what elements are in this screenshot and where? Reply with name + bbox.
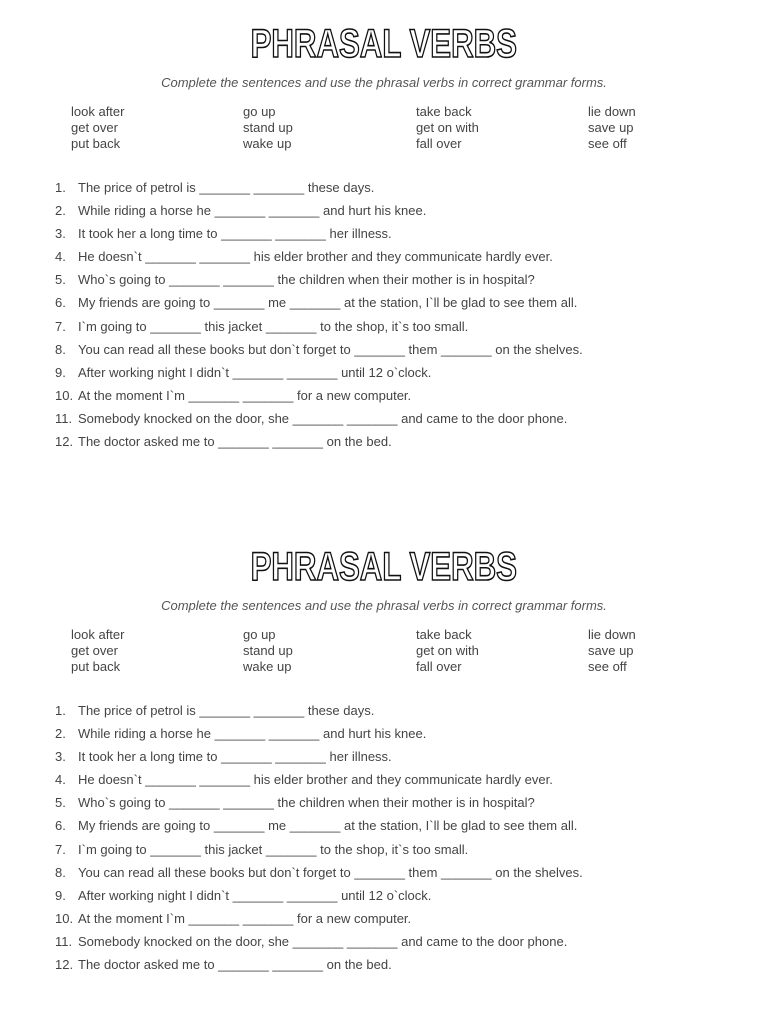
sentence-number: 5. [55, 795, 66, 811]
sentence-text: I`m going to _______ this jacket _______ to the shop, it`s too small. [78, 841, 469, 857]
sentence-number: 4. [55, 772, 66, 788]
word-bank-item: get over [71, 120, 118, 135]
sentence-text: You can read all these books but don`t forget to _______ them _______ on the shelves. [78, 341, 583, 357]
sentence-number: 10. [55, 910, 74, 926]
sentence-text: It took her a long time to _______ _______ her illness. [78, 226, 392, 242]
sentence-row [55, 748, 745, 771]
instructions: Complete the sentences and use the phrasal verbs in correct grammar forms. [161, 598, 607, 613]
sentence-row [55, 771, 745, 794]
word-bank-item: look after [71, 627, 125, 642]
sentence-row [55, 956, 745, 979]
word-bank-column [71, 104, 231, 152]
word-bank-item: go up [243, 627, 276, 642]
sentence-number: 3. [55, 749, 66, 765]
sentence-number: 12. [55, 434, 74, 450]
sentence-number: 12. [55, 957, 74, 973]
word-bank-column [416, 627, 576, 675]
sentence-number: 2. [55, 726, 66, 742]
sentence-row [55, 179, 745, 202]
sentence-row [55, 702, 745, 725]
sentence-number: 11. [55, 410, 73, 426]
word-bank-column [588, 627, 748, 675]
sentence-text: My friends are going to _______ me _______ at the station, I`ll be glad to see them all. [78, 818, 578, 834]
sentence-text: While riding a horse he _______ _______ and hurt his knee. [78, 203, 427, 219]
sentence-text: The doctor asked me to _______ _______ on the bed. [78, 434, 392, 450]
sentence-number: 8. [55, 864, 66, 880]
sentence-text: At the moment I`m _______ _______ for a new computer. [78, 387, 412, 403]
word-bank-item: get on with [416, 120, 479, 135]
sentence-row [55, 933, 745, 956]
sentence-text: Who`s going to _______ _______ the children when their mother is in hospital? [78, 795, 535, 811]
sentence-row [55, 410, 745, 433]
sentence-number: 1. [55, 703, 66, 718]
word-bank-item: put back [71, 659, 121, 674]
sentence-row [55, 271, 745, 294]
sentence-number: 8. [55, 341, 66, 357]
sentence-text: Somebody knocked on the door, she _______ _______ and came to the door phone. [78, 933, 568, 949]
sentence-text: The price of petrol is _______ _______ these days. [78, 703, 375, 718]
page-title: PHRASAL VERBS [250, 22, 518, 66]
word-bank-item: save up [588, 120, 634, 135]
sentence-row [55, 341, 745, 364]
sentence-number: 4. [55, 249, 66, 265]
sentence-number: 6. [55, 818, 66, 834]
sentence-row [55, 248, 745, 271]
sentence-row [55, 294, 745, 317]
word-bank-column [416, 104, 576, 152]
sentence-row [55, 910, 745, 933]
sentence-text: After working night I didn`t _______ _______ until 12 o`clock. [78, 887, 432, 903]
sentence-text: After working night I didn`t _______ _______ until 12 o`clock. [78, 364, 432, 380]
sentence-row [55, 864, 745, 887]
word-bank-column [243, 104, 403, 152]
sentence-number: 9. [55, 887, 66, 903]
sentence-number: 9. [55, 364, 66, 380]
sentence-text: I`m going to _______ this jacket _______ to the shop, it`s too small. [78, 318, 469, 334]
sentence-row [55, 725, 745, 748]
sentence-number: 7. [55, 841, 66, 857]
sentence-number: 2. [55, 203, 66, 219]
sentence-text: Who`s going to _______ _______ the children when their mother is in hospital? [78, 272, 535, 288]
sentence-row [55, 225, 745, 248]
sentence-text: The price of petrol is _______ _______ these days. [78, 180, 375, 195]
page-title: PHRASAL VERBS [250, 545, 518, 589]
word-bank-item: take back [416, 627, 472, 642]
sentence-number: 7. [55, 318, 66, 334]
sentence-text: My friends are going to _______ me _______ at the station, I`ll be glad to see them all. [78, 295, 578, 311]
instructions: Complete the sentences and use the phrasal verbs in correct grammar forms. [161, 75, 607, 90]
sentence-row [55, 887, 745, 910]
sentence-number: 10. [55, 387, 74, 403]
word-bank-item: see off [588, 136, 627, 151]
title-wrap [0, 547, 768, 587]
word-bank-item: fall over [416, 136, 462, 151]
word-bank-item: save up [588, 643, 634, 658]
sentence-row [55, 387, 745, 410]
word-bank-column [243, 627, 403, 675]
word-bank-item: fall over [416, 659, 462, 674]
sentence-row [55, 794, 745, 817]
word-bank-item: lie down [588, 627, 636, 642]
sentence-row [55, 817, 745, 840]
word-bank-item: lie down [588, 104, 636, 119]
sentence-text: The doctor asked me to _______ _______ on the bed. [78, 957, 392, 973]
sentence-row [55, 318, 745, 341]
word-bank-column [588, 104, 748, 152]
word-bank-item: see off [588, 659, 627, 674]
sentence-number: 6. [55, 295, 66, 311]
sentence-text: Somebody knocked on the door, she _______ _______ and came to the door phone. [78, 410, 568, 426]
sentence-text: You can read all these books but don`t forget to _______ them _______ on the shelves. [78, 864, 583, 880]
sentence-number: 3. [55, 226, 66, 242]
sentence-text: It took her a long time to _______ _______ her illness. [78, 749, 392, 765]
sentence-text: He doesn`t _______ _______ his elder brother and they communicate hardly ever. [78, 772, 553, 788]
sentence-text: He doesn`t _______ _______ his elder brother and they communicate hardly ever. [78, 249, 553, 265]
word-bank-item: stand up [243, 643, 293, 658]
sentence-number: 1. [55, 180, 66, 195]
sentence-number: 5. [55, 272, 66, 288]
sentence-row [55, 433, 745, 456]
word-bank-item: look after [71, 104, 125, 119]
sentence-text: At the moment I`m _______ _______ for a new computer. [78, 910, 412, 926]
word-bank-item: get over [71, 643, 118, 658]
word-bank-item: put back [71, 136, 121, 151]
sentence-text: While riding a horse he _______ _______ and hurt his knee. [78, 726, 427, 742]
sentence-row [55, 841, 745, 864]
sentence-list [55, 179, 745, 456]
sentence-row [55, 364, 745, 387]
word-bank-item: go up [243, 104, 276, 119]
sentence-row [55, 202, 745, 225]
word-bank-item: get on with [416, 643, 479, 658]
word-bank-item: wake up [243, 136, 292, 151]
word-bank-column [71, 627, 231, 675]
sentence-list [55, 702, 745, 979]
word-bank-item: stand up [243, 120, 293, 135]
word-bank-item: take back [416, 104, 472, 119]
title-wrap [0, 24, 768, 64]
word-bank-item: wake up [243, 659, 292, 674]
sentence-number: 11. [55, 933, 73, 949]
